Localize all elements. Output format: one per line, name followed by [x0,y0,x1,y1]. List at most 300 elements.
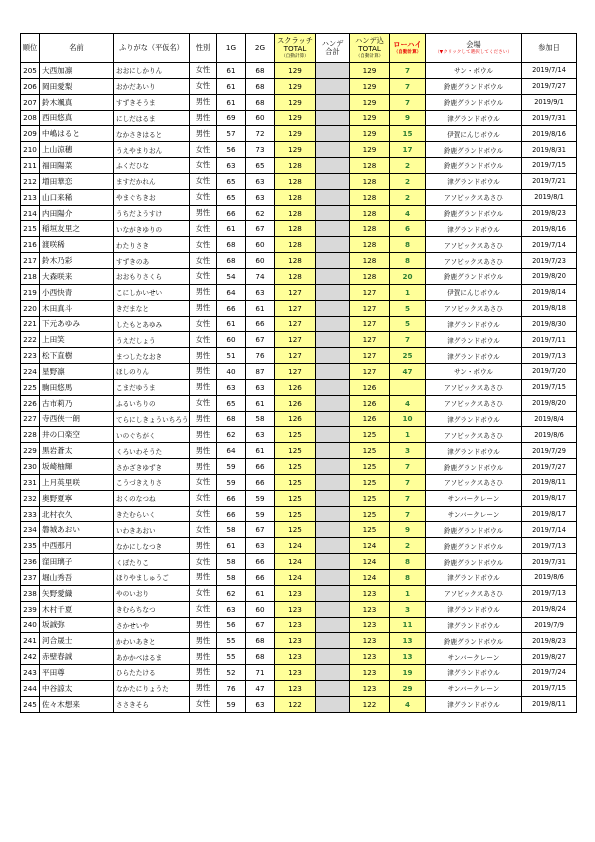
handicap-total [316,395,350,411]
game1-score: 64 [217,443,246,459]
scratch-total: 128 [275,205,316,221]
kana-cell: あかかべはるま [114,649,190,665]
game1-score: 63 [217,601,246,617]
table-row [21,665,577,681]
venue-select[interactable]: 津グランドボウル [426,696,522,712]
gender-cell: 女性 [190,142,217,158]
date-cell: 2019/8/24 [522,601,577,617]
handicap-total [316,459,350,475]
game1-score: 40 [217,364,246,380]
low-high-value: 1 [390,585,426,601]
game1-score: 68 [217,237,246,253]
scratch-total: 123 [275,633,316,649]
gender-cell: 女性 [190,189,217,205]
handicap-total [316,680,350,696]
table-row [21,237,577,253]
name-cell: 平田尊 [40,665,114,681]
header-with-hdcp-note: （自動計算） [355,53,384,59]
date-cell: 2019/8/1 [522,189,577,205]
date-cell: 2019/7/15 [522,158,577,174]
scratch-total: 129 [275,126,316,142]
table-row [21,617,577,633]
handicap-included-total: 127 [350,316,390,332]
handicap-included-total: 124 [350,570,390,586]
date-cell: 2019/8/31 [522,142,577,158]
name-cell: 鈴木乃彩 [40,253,114,269]
scratch-total: 127 [275,284,316,300]
gender-cell: 女性 [190,490,217,506]
kana-cell: ささきそら [114,696,190,712]
venue-select[interactable]: 津グランドボウル [426,173,522,189]
venue-select[interactable]: アソビックスあさひ [426,300,522,316]
low-high-value: 5 [390,316,426,332]
table-row [21,570,577,586]
handicap-total [316,94,350,110]
game2-score: 68 [246,649,275,665]
table-row [21,364,577,380]
header-gender: 性別 [190,34,217,63]
header-rank: 順位 [21,34,40,63]
venue-select[interactable]: 鈴鹿グランドボウル [426,459,522,475]
scratch-total: 128 [275,221,316,237]
game1-score: 65 [217,173,246,189]
handicap-included-total: 126 [350,411,390,427]
low-high-value: 19 [390,665,426,681]
handicap-total [316,443,350,459]
venue-select[interactable]: 鈴鹿グランドボウル [426,78,522,94]
kana-cell: ほしのりん [114,364,190,380]
table-row [21,205,577,221]
venue-select[interactable]: 鈴鹿グランドボウル [426,94,522,110]
gender-cell: 男性 [190,126,217,142]
rank-cell: 229 [21,443,40,459]
game1-score: 68 [217,253,246,269]
handicap-included-total: 126 [350,379,390,395]
venue-select[interactable]: 津グランドボウル [426,617,522,633]
kana-cell: なかにしなつき [114,538,190,554]
handicap-included-total: 129 [350,126,390,142]
table-row [21,395,577,411]
rank-cell: 225 [21,379,40,395]
game1-score: 65 [217,395,246,411]
game2-score: 63 [246,696,275,712]
low-high-value: 9 [390,522,426,538]
rank-cell: 227 [21,411,40,427]
rank-cell: 213 [21,189,40,205]
low-high-value: 4 [390,696,426,712]
rank-cell: 234 [21,522,40,538]
scratch-total: 123 [275,585,316,601]
venue-select[interactable]: 鈴鹿グランドボウル [426,633,522,649]
venue-select[interactable]: サンバークレーン [426,680,522,696]
handicap-total [316,173,350,189]
name-cell: 小西快青 [40,284,114,300]
date-cell: 2019/7/27 [522,459,577,475]
handicap-total [316,237,350,253]
game2-score: 67 [246,522,275,538]
rank-cell: 243 [21,665,40,681]
game1-score: 59 [217,474,246,490]
gender-cell: 男性 [190,364,217,380]
header-scratch-total [275,34,316,63]
venue-select[interactable]: 鈴鹿グランドボウル [426,268,522,284]
kana-cell: まつしたなおき [114,348,190,364]
date-cell: 2019/8/6 [522,570,577,586]
venue-select[interactable]: 鈴鹿グランドボウル [426,158,522,174]
date-cell: 2019/8/27 [522,649,577,665]
gender-cell: 男性 [190,427,217,443]
name-cell: 増田華恋 [40,173,114,189]
venue-select[interactable]: 伊賀にんじボウル [426,126,522,142]
scratch-total: 125 [275,443,316,459]
rank-cell: 210 [21,142,40,158]
venue-select[interactable]: サンバークレーン [426,506,522,522]
game2-score: 65 [246,158,275,174]
table-row [21,332,577,348]
scratch-total: 123 [275,601,316,617]
game1-score: 51 [217,348,246,364]
low-high-value: 20 [390,268,426,284]
kana-cell: うえやまりおん [114,142,190,158]
rank-cell: 216 [21,237,40,253]
low-high-value: 8 [390,237,426,253]
handicap-included-total: 123 [350,665,390,681]
venue-select[interactable]: 津グランドボウル [426,443,522,459]
venue-select[interactable]: サンバークレーン [426,649,522,665]
gender-cell: 女性 [190,221,217,237]
name-cell: 上田笑 [40,332,114,348]
venue-select[interactable]: アソビックスあさひ [426,585,522,601]
handicap-included-total: 128 [350,268,390,284]
handicap-total [316,617,350,633]
venue-select[interactable]: 鈴鹿グランドボウル [426,142,522,158]
date-cell: 2019/7/20 [522,364,577,380]
date-cell: 2019/7/13 [522,348,577,364]
rank-cell: 214 [21,205,40,221]
handicap-included-total: 129 [350,63,390,79]
game2-score: 66 [246,459,275,475]
table-row [21,601,577,617]
rank-cell: 240 [21,617,40,633]
rank-cell: 238 [21,585,40,601]
date-cell: 2019/7/14 [522,522,577,538]
low-high-value: 7 [390,63,426,79]
handicap-total [316,110,350,126]
handicap-total [316,316,350,332]
handicap-total [316,506,350,522]
table-row [21,696,577,712]
venue-select[interactable]: サン・ボウル [426,63,522,79]
kana-cell: きだまなと [114,300,190,316]
handicap-total [316,474,350,490]
kana-cell: くろいわそうた [114,443,190,459]
kana-cell: わたりさき [114,237,190,253]
venue-select[interactable]: アソビックスあさひ [426,395,522,411]
scratch-total: 126 [275,379,316,395]
header-venue [426,34,522,63]
table-row [21,94,577,110]
gender-cell: 女性 [190,268,217,284]
game2-score: 71 [246,665,275,681]
handicap-included-total: 127 [350,348,390,364]
rank-cell: 215 [21,221,40,237]
handicap-total [316,189,350,205]
game1-score: 68 [217,411,246,427]
table-row [21,284,577,300]
venue-select[interactable]: サンバークレーン [426,490,522,506]
name-cell: 大森咲来 [40,268,114,284]
rank-cell: 235 [21,538,40,554]
rank-cell: 224 [21,364,40,380]
kana-cell: ふるいちりの [114,395,190,411]
kana-cell: なかさきはると [114,126,190,142]
low-high-value: 17 [390,142,426,158]
handicap-total [316,522,350,538]
header-handicap-total: 合計 [325,47,340,56]
venue-select[interactable]: アソビックスあさひ [426,237,522,253]
low-high-value: 7 [390,506,426,522]
game2-score: 60 [246,253,275,269]
game2-score: 58 [246,411,275,427]
kana-cell: てらにしきょういちろう [114,411,190,427]
venue-select[interactable]: 津グランドボウル [426,601,522,617]
date-cell: 2019/7/24 [522,665,577,681]
game2-score: 66 [246,316,275,332]
header-low-high [390,34,426,63]
rank-cell: 242 [21,649,40,665]
rank-cell: 207 [21,94,40,110]
low-high-value: 13 [390,633,426,649]
kana-cell: したもとあゆみ [114,316,190,332]
handicap-included-total: 123 [350,585,390,601]
venue-select[interactable]: 鈴鹿グランドボウル [426,205,522,221]
header-low-note: （自動計算） [393,49,422,55]
name-cell: 佐々木想来 [40,696,114,712]
date-cell: 2019/7/27 [522,78,577,94]
handicap-included-total: 128 [350,205,390,221]
game1-score: 61 [217,78,246,94]
game1-score: 66 [217,490,246,506]
venue-select[interactable]: 鈴鹿グランドボウル [426,522,522,538]
scratch-total: 129 [275,78,316,94]
venue-select[interactable]: アソビックスあさひ [426,427,522,443]
table-row [21,427,577,443]
table-row [21,268,577,284]
date-cell: 2019/8/23 [522,205,577,221]
handicap-included-total: 127 [350,284,390,300]
game1-score: 69 [217,110,246,126]
venue-select[interactable]: アソビックスあさひ [426,379,522,395]
game1-score: 61 [217,221,246,237]
low-high-value: 2 [390,158,426,174]
handicap-total [316,570,350,586]
venue-select[interactable]: 津グランドボウル [426,316,522,332]
date-cell: 2019/7/9 [522,617,577,633]
kana-cell: おおにしかりん [114,63,190,79]
name-cell: 松下直樹 [40,348,114,364]
date-cell: 2019/8/17 [522,490,577,506]
header-handicap-title: ハンデ [321,38,344,48]
scratch-total: 128 [275,253,316,269]
game2-score: 68 [246,78,275,94]
handicap-included-total: 128 [350,253,390,269]
name-cell: 赤壁春誠 [40,649,114,665]
kana-cell: うえだしょう [114,332,190,348]
handicap-included-total: 124 [350,554,390,570]
game1-score: 66 [217,300,246,316]
handicap-included-total: 129 [350,94,390,110]
low-high-value: 2 [390,538,426,554]
scratch-total: 127 [275,348,316,364]
date-cell: 2019/8/16 [522,126,577,142]
handicap-included-total: 125 [350,490,390,506]
gender-cell: 男性 [190,680,217,696]
game2-score: 74 [246,268,275,284]
venue-select[interactable]: 津グランドボウル [426,411,522,427]
handicap-included-total: 122 [350,696,390,712]
game1-score: 61 [217,94,246,110]
low-high-value: 15 [390,126,426,142]
date-cell: 2019/8/11 [522,696,577,712]
kana-cell: さかざきゆずき [114,459,190,475]
game1-score: 64 [217,284,246,300]
venue-select[interactable]: 伊賀にんじボウル [426,284,522,300]
kana-cell: おおもりさくら [114,268,190,284]
handicap-total [316,205,350,221]
handicap-included-total: 128 [350,173,390,189]
venue-select[interactable]: 津グランドボウル [426,221,522,237]
scratch-total: 123 [275,680,316,696]
handicap-included-total: 125 [350,443,390,459]
scratch-total: 128 [275,237,316,253]
kana-cell: こうづきえりさ [114,474,190,490]
handicap-included-total: 123 [350,601,390,617]
name-cell: 上月英里咲 [40,474,114,490]
gender-cell: 男性 [190,411,217,427]
rank-cell: 206 [21,78,40,94]
header-low-title: ローハイ [393,40,422,50]
game1-score: 61 [217,63,246,79]
handicap-included-total: 124 [350,538,390,554]
name-cell: 西田悠真 [40,110,114,126]
handicap-included-total: 127 [350,332,390,348]
game2-score: 66 [246,474,275,490]
game2-score: 67 [246,221,275,237]
date-cell: 2019/7/31 [522,554,577,570]
venue-select[interactable]: 鈴鹿グランドボウル [426,538,522,554]
table-row [21,459,577,475]
game2-score: 66 [246,554,275,570]
rank-cell: 209 [21,126,40,142]
game2-score: 67 [246,617,275,633]
name-cell: 井の口楽空 [40,427,114,443]
game2-score: 73 [246,142,275,158]
venue-select[interactable]: アソビックスあさひ [426,474,522,490]
kana-cell: こにしかいせい [114,284,190,300]
date-cell: 2019/7/14 [522,63,577,79]
venue-select[interactable]: 津グランドボウル [426,110,522,126]
venue-select[interactable]: 津グランドボウル [426,570,522,586]
game1-score: 55 [217,649,246,665]
low-high-value: 1 [390,284,426,300]
gender-cell: 男性 [190,538,217,554]
date-cell: 2019/8/23 [522,633,577,649]
game1-score: 58 [217,570,246,586]
rank-cell: 236 [21,554,40,570]
table-row [21,411,577,427]
handicap-included-total: 129 [350,78,390,94]
low-high-value: 11 [390,617,426,633]
scratch-total: 129 [275,142,316,158]
table-row [21,585,577,601]
table-row [21,189,577,205]
name-cell: 中西那月 [40,538,114,554]
venue-select[interactable]: アソビックスあさひ [426,253,522,269]
game2-score: 68 [246,94,275,110]
game2-score: 61 [246,300,275,316]
scratch-total: 125 [275,490,316,506]
table-row [21,506,577,522]
date-cell: 2019/7/31 [522,110,577,126]
table-row [21,63,577,79]
low-high-value: 4 [390,205,426,221]
kana-cell: うちだようすけ [114,205,190,221]
gender-cell: 男性 [190,110,217,126]
scratch-total: 126 [275,411,316,427]
gender-cell: 男性 [190,649,217,665]
low-high-value: 47 [390,364,426,380]
handicap-included-total: 129 [350,110,390,126]
date-cell: 2019/8/14 [522,284,577,300]
gender-cell: 女性 [190,522,217,538]
game1-score: 59 [217,696,246,712]
game2-score: 62 [246,205,275,221]
scratch-total: 123 [275,649,316,665]
table-row [21,538,577,554]
venue-select[interactable]: 鈴鹿グランドボウル [426,554,522,570]
venue-select[interactable]: 津グランドボウル [426,348,522,364]
game1-score: 57 [217,126,246,142]
table-row [21,490,577,506]
handicap-included-total: 128 [350,221,390,237]
venue-select[interactable]: 津グランドボウル [426,332,522,348]
low-high-value: 8 [390,554,426,570]
date-cell: 2019/8/20 [522,395,577,411]
name-cell: 寺西侠一朗 [40,411,114,427]
date-cell: 2019/8/17 [522,506,577,522]
gender-cell: 女性 [190,316,217,332]
rank-cell: 232 [21,490,40,506]
gender-cell: 女性 [190,173,217,189]
gender-cell: 女性 [190,506,217,522]
low-high-value: 7 [390,78,426,94]
header-kana: ふりがな（平仮名） [114,34,190,63]
handicap-total [316,142,350,158]
handicap-included-total: 125 [350,459,390,475]
rank-cell: 230 [21,459,40,475]
name-cell: 堀山秀吾 [40,570,114,586]
name-cell: 河合晟士 [40,633,114,649]
date-cell: 2019/7/15 [522,379,577,395]
gender-cell: 男性 [190,443,217,459]
rank-cell: 228 [21,427,40,443]
game2-score: 68 [246,633,275,649]
rank-cell: 212 [21,173,40,189]
venue-select[interactable]: 津グランドボウル [426,665,522,681]
game2-score: 61 [246,443,275,459]
venue-select[interactable]: アソビックスあさひ [426,189,522,205]
venue-select[interactable]: サン・ボウル [426,364,522,380]
